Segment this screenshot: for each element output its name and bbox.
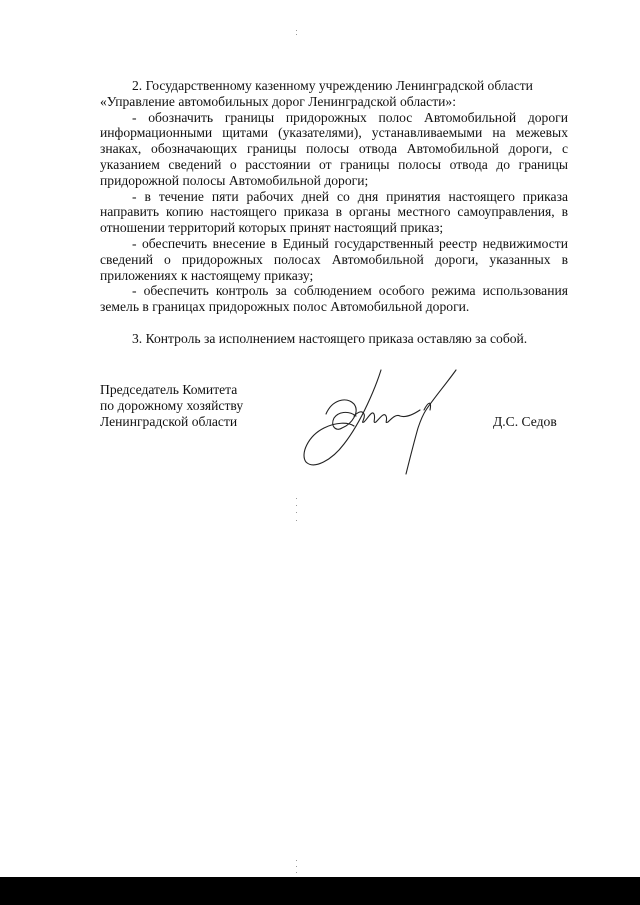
bullet-road-boundary-signs: - обозначить границы придорожных полос Автомобильной дороги информационными щитами (указателями), устанавливаемыми на межевых знаках, обозначающих границы полосы отвода Автомобильной дороги, с указанием сведений о расстоянии от границы полосы отвода до границы придорожной полосы Автомобильной дороги;	[100, 109, 568, 188]
bullet-register-entry: - обеспечить внесение в Единый государственный реестр недвижимости сведений о придорожных полосах Автомобильной дороги, указанных в приложениях к настоящему приказу;	[100, 235, 568, 283]
signer-position	[100, 382, 243, 430]
bullet-control-regime: - обеспечить контроль за соблюдением особого режима использования земель в границах придорожных полос Автомобильной дороги.	[100, 283, 568, 315]
scan-border	[0, 877, 640, 905]
scan-dotted-line	[296, 0, 298, 905]
item-3: 3. Контроль за исполнением настоящего приказа оставляю за собой.	[132, 330, 528, 346]
item-2-heading	[100, 78, 568, 110]
bullet-send-copy: - в течение пяти рабочих дней со дня принятия настоящего приказа направить копию настоящего приказа в органы местного самоуправления, в отношении территорий которых принят настоящий приказ;	[100, 188, 568, 236]
paragraph-gap	[100, 315, 568, 331]
signer-name: Д.С. Седов	[493, 414, 557, 429]
handwritten-signature	[296, 366, 466, 478]
item-2-heading-line2: «Управление автомобильных дорог Ленинградской области»:	[100, 93, 456, 109]
document-body	[100, 78, 568, 347]
item-2-heading-line1: 2. Государственному казенному учреждению Ленинградской области	[132, 78, 533, 93]
position-line-2: по дорожному хозяйству	[100, 398, 244, 413]
position-line-1: Председатель Комитета	[100, 382, 238, 397]
position-line-3: Ленинградской области	[100, 414, 238, 429]
